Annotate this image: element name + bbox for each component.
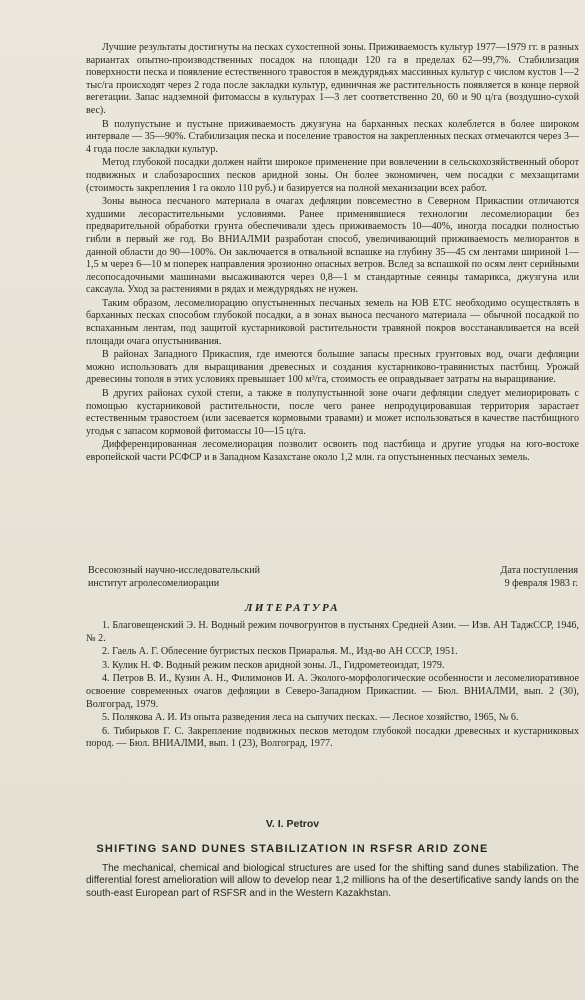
- reference-item: 1. Благовещенский Э. Н. Водный режим почвогрунтов в пустынях Средней Азии. — Изв. АН ТаджССР, 1946, № 2.: [86, 620, 579, 644]
- english-author: V. I. Petrov: [265, 818, 320, 830]
- body-paragraph: Дифференцированная лесомелиорация позволит освоить под пастбища и другие угодья на юго-востоке европейской части РСФСР и в Западном Казахстане около 1,2 млн. га опустыненных песчаных земель.: [86, 439, 579, 463]
- reference-item: 4. Петров В. И., Кузин А. Н., Филимонов И. А. Эколого-морфологические особенности и лесомелиоративное освоение современных очагов дефляции в Северо-Западном Прикаспии. — Бюл. ВНИАЛМИ, вып. 2 (30), Волгоград, 1979.: [86, 673, 579, 710]
- english-abstract: The mechanical, chemical and biological structures are used for the shifting sand dunes stabilization. The differential forest amelioration will allow to develop near 1,2 millions ha of the desertificative sandy lands on the south-east European part of RSFSR and in the Western Kazakhstan.: [86, 863, 579, 899]
- received-label: Дата поступления: [500, 565, 578, 576]
- reference-item: 5. Полякова А. И. Из опыта разведения леса на сыпучих песках. — Лесное хозяйство, 1965, № 6.: [102, 712, 519, 724]
- institute-affiliation: [88, 565, 348, 590]
- reference-item: 6. Тибирьков Г. С. Закрепление подвижных песков методом глубокой посадки древесных и кустарниковых пород. — Бюл. ВНИАЛМИ, вып. 1 (23), Волгоград, 1977.: [86, 725, 579, 750]
- body-paragraph: Метод глубокой посадки должен найти широкое применение при вовлечении в сельскохозяйственный оборот подвижных и слабозаросших песков аридной зоны. Он более экономичен, чем посадки с мехзащитами (стоимость закрепления 1 га около 110 руб.) и базируется на полной механизации всех работ.: [86, 157, 579, 194]
- received-date: 9 февраля 1983 г.: [504, 577, 578, 589]
- body-paragraph: В районах Западного Прикаспия, где имеются большие запасы пресных грунтовых вод, очаги дефляции можно использовать для выращивания древесных и создания кустарниково-травянистых пастбищ. Урожай древесины тополя в этих условиях превышает 100 м³/га, стоимость ее оправдывает затраты на выращивание.: [86, 349, 579, 386]
- reference-item: 3. Кулик Н. Ф. Водный режим песков аридной зоны. Л., Гидрометеоиздат, 1979.: [102, 659, 445, 671]
- body-paragraph: В полупустыне и пустыне приживаемость джузгуна на барханных песках колеблется в более широком интервале — 35—90%. Стабилизация песка и поселение травостоя на закрепленных песках отмечаются через 3—4 года после закладки культур.: [86, 118, 579, 155]
- reference-item: 2. Гаель А. Г. Облесение бугристых песков Приаралья. М., Изд-во АН СССР, 1951.: [102, 646, 458, 658]
- body-paragraph: Таким образом, лесомелиорацию опустыненных песчаных земель на ЮВ ЕТС необходимо осуществлять в барханных песках способом глубокой посадки, а в зонах выноса песчаного материала — обычной посадкой по вспаханным лентам, под защитой кустарниковой растительности травяной покров восстанавливается на всей площади очага опустынивания.: [86, 297, 579, 347]
- body-paragraph: Зоны выноса песчаного материала в очагах дефляции повсеместно в Северном Прикаспии отличаются худшими лесорастительными условиями. Ранее применявшиеся технологии лесомелиорации без предварительной обработки грунта обеспечивали здесь приживаемость 10—40%, иногда посадки полностью гибли в первый же год. Во ВНИАЛМИ разработан способ, увеличивающий приживаемость мелиорантов в данной области до 90—100%. Он заключается в отвальной вспашке на глубину 35—45 см лентами шириной 1—1,5 м через 6—10 м поперек направления эрозионно опасных ветров. Вслед за вспашкой по осям лент серийными лесопосадочными машинами высаживаются через 0,8—1 м стандартные сеянцы тамарикса, джузгуна или саксаула. Уход за растениями в рядах и междурядьях не нужен.: [86, 196, 579, 296]
- body-paragraph: Лучшие результаты достигнуты на песках сухостепной зоны. Приживаемость культур 1977—1979 гг. в разных вариантах опытно-производственных посадок на площади 120 га в пределах 62—99,7%. Стабилизация поверхности песка и появление естественного травостоя в междурядьях массивных культур с числом кустов 1—2 тыс/га происходят через 2 года после закладки культур, единичная же растительность появляется в конце первой вегетации. Запас надземной фитомассы в культурах 1—3 лет соответственно 20, 60 и 90 ц/га (воздушно-сухой вес).: [86, 42, 579, 116]
- literature-heading: ЛИТЕРАТУРА: [244, 602, 341, 614]
- institute-line: институт агролесомелиорации: [88, 577, 220, 589]
- reference-list: [86, 620, 579, 752]
- article-body: [86, 42, 579, 466]
- institute-line: Всесоюзный научно-исследовательский: [88, 565, 261, 576]
- received-date-block: [438, 565, 578, 590]
- english-title: SHIFTING SAND DUNES STABILIZATION IN RSFSR ARID ZONE: [96, 843, 489, 855]
- body-paragraph: В других районах сухой степи, а также в полупустынной зоне очаги дефляции следует мелиорировать с помощью кустарниковой растительности, после чего ранее непродуцировавшая территория зарастает естественным травостоем (или засевается кормовыми травами) и может использоваться в качестве пастбищного угодья с запасом кормовой фитомассы 10—15 ц/га.: [86, 388, 579, 437]
